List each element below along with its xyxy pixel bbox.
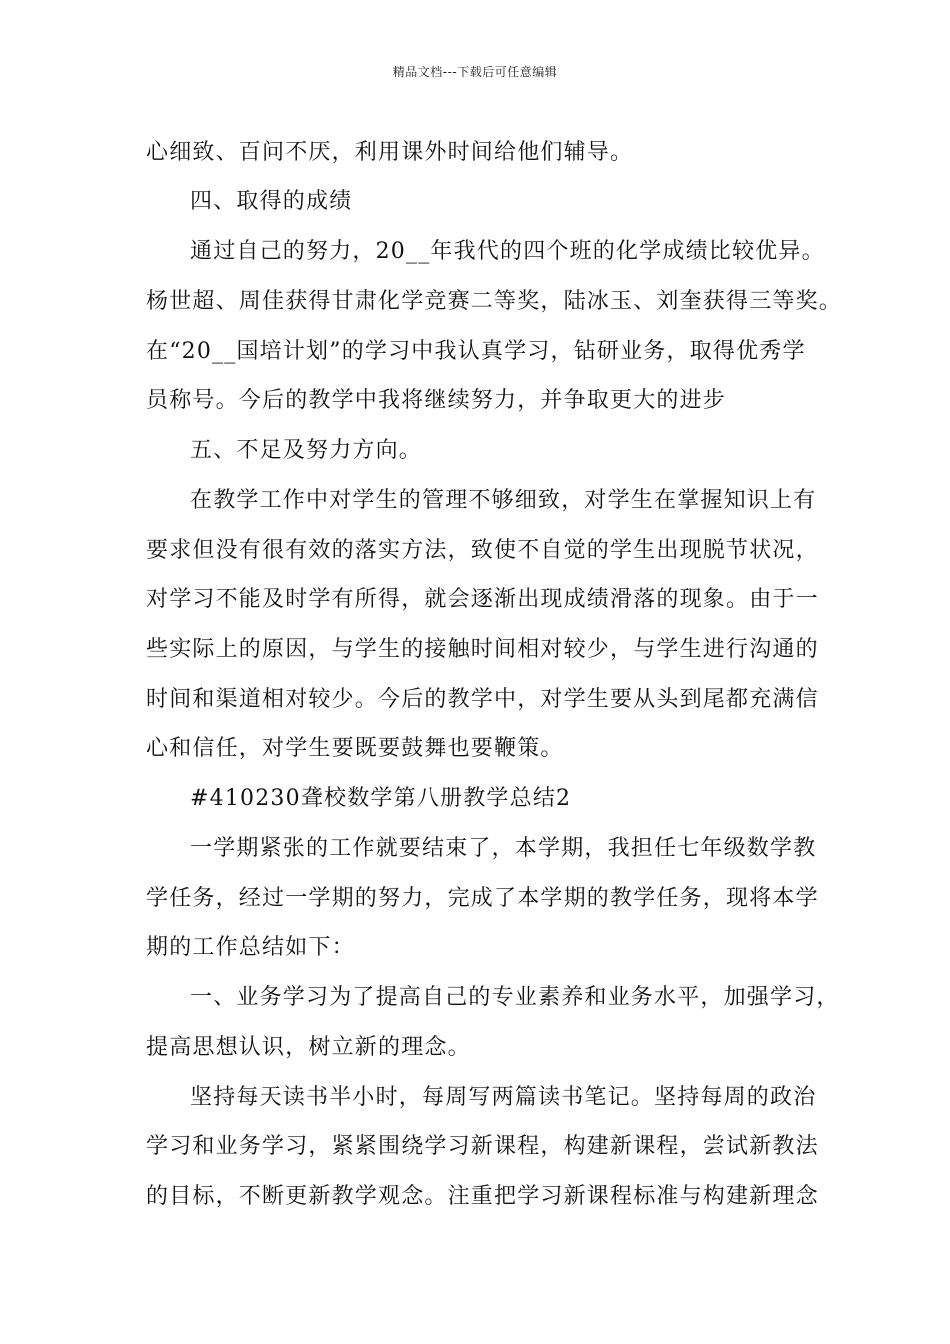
paragraph-line: 员称号。今后的教学中我将继续努力，并争取更大的进步 <box>146 388 727 413</box>
paragraph-line: 在教学工作中对学生的管理不够细致，对学生在掌握知识上有 <box>190 488 817 513</box>
paragraph-line: 心细致、百问不厌，利用课外时间给他们辅导。 <box>146 140 634 165</box>
paragraph-line: 学任务，经过一学期的努力，完成了本学期的教学任务，现将本学 <box>146 886 819 911</box>
paragraph-line: 要求但没有很有效的落实方法，致使不自觉的学生出现脱节状况， <box>146 538 819 563</box>
paragraph-line: 提高思想认识，树立新的理念。 <box>146 1035 471 1060</box>
paragraph-line: 学习和业务学习，紧紧围绕学习新课程，构建新课程，尝试新教法 <box>146 1134 819 1159</box>
paragraph-line: 一学期紧张的工作就要结束了，本学期，我担任七年级数学教 <box>190 836 817 861</box>
paragraph-line: 的目标，不断更新教学观念。注重把学习新课程标准与构建新理念 <box>146 1184 819 1209</box>
paragraph-line: 时间和渠道相对较少。今后的教学中，对学生要从头到尾都充满信 <box>146 687 819 712</box>
paragraph-line: 通过自己的努力，20__年我代的四个班的化学成绩比较优异。 <box>190 239 825 264</box>
section-heading: 五、不足及努力方向。 <box>190 438 423 463</box>
paragraph-line: 在“20__国培计划”的学习中我认真学习，钻研业务，取得优秀学 <box>146 339 806 364</box>
paragraph-line: 杨世超、周佳获得甘肃化学竞赛二等奖，陆冰玉、刘奎获得三等奖。 <box>146 289 843 314</box>
section-heading: 四、取得的成绩 <box>190 189 353 214</box>
page-header: 精品文档---下载后可任意编辑 <box>392 65 558 79</box>
paragraph-line: 对学习不能及时学有所得，就会逐渐出现成绩滑落的现象。由于一 <box>146 587 819 612</box>
paragraph-line: 期的工作总结如下： <box>146 935 355 960</box>
paragraph-line: 一、业务学习为了提高自己的专业素养和业务水平，加强学习， <box>190 985 840 1010</box>
paragraph-line: 心和信任，对学生要既要鼓舞也要鞭策。 <box>146 736 564 761</box>
paragraph-line: 坚持每天读书半小时，每周写两篇读书笔记。坚持每周的政治 <box>190 1085 817 1110</box>
paragraph-line: 些实际上的原因，与学生的接触时间相对较少，与学生进行沟通的 <box>146 637 819 662</box>
section-heading: #410230聋校数学第八册教学总结2 <box>190 786 572 811</box>
